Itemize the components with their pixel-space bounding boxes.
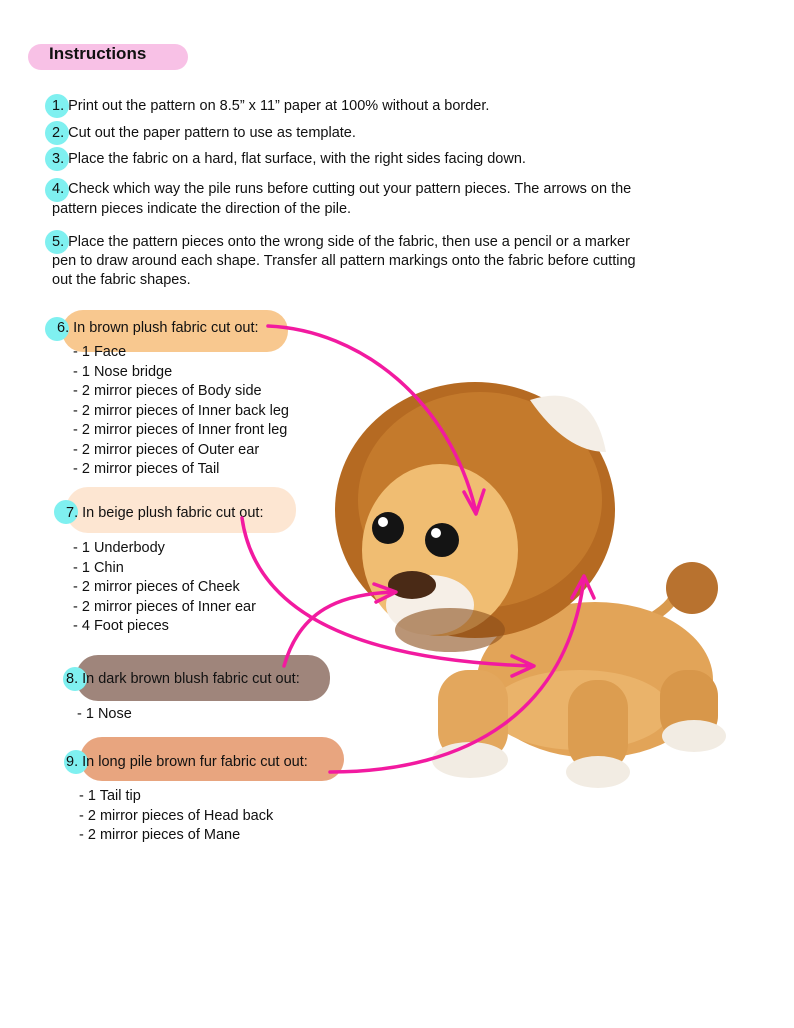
fabric-heading: In long pile brown fur fabric cut out: xyxy=(82,754,308,770)
step-4-text xyxy=(52,179,631,199)
fabric-6-heading xyxy=(57,318,259,338)
list-item: - 2 mirror pieces of Cheek xyxy=(73,579,240,595)
step-number: 4. xyxy=(52,181,65,197)
list-item: - 1 Chin xyxy=(73,559,124,576)
step-number: 7. xyxy=(66,505,79,521)
list-item: - 1 Nose bridge xyxy=(73,363,173,380)
list-item: - 2 mirror pieces of Tail xyxy=(73,461,220,477)
step-5-text xyxy=(52,232,630,252)
step-line: Cut out the paper pattern to use as template. xyxy=(68,125,356,141)
fabric-9-heading xyxy=(66,752,308,772)
list-item: - 2 mirror pieces of Outer ear xyxy=(73,441,260,458)
step-5-text-cont: pen to draw around each shape. Transfer all pattern markings onto the fabric before cutting xyxy=(52,253,636,269)
step-number: 5. xyxy=(52,234,65,250)
list-item: - 1 Nose xyxy=(77,706,132,722)
step-1-text xyxy=(52,96,489,116)
step-number: 1. xyxy=(52,98,65,114)
fabric-8-heading xyxy=(66,669,300,689)
lion-plush-image xyxy=(330,380,740,800)
fabric-9-list xyxy=(79,787,273,846)
list-item: - 2 mirror pieces of Body side xyxy=(73,383,262,399)
step-4-text-cont: pattern pieces indicate the direction of the pile. xyxy=(52,201,352,217)
step-number: 2. xyxy=(52,125,65,141)
fabric-heading: In beige plush fabric cut out: xyxy=(82,505,264,521)
list-item: - 2 mirror pieces of Mane xyxy=(79,827,241,843)
step-line: Place the pattern pieces onto the wrong side of the fabric, then use a pencil or a marker xyxy=(68,234,630,250)
step-line: Check which way the pile runs before cutting out your pattern pieces. The arrows on the xyxy=(68,181,632,197)
page-title: Instructions xyxy=(49,44,147,63)
fabric-7-list xyxy=(73,539,256,637)
list-item: - 2 mirror pieces of Inner ear xyxy=(73,598,256,615)
fabric-7-heading xyxy=(66,503,264,523)
list-item: - 1 Tail tip xyxy=(79,788,141,804)
step-line: Place the fabric on a hard, flat surface, with the right sides facing down. xyxy=(68,151,526,167)
list-item: - 4 Foot pieces xyxy=(73,618,169,634)
list-item: - 1 Face xyxy=(73,344,127,360)
step-number: 8. xyxy=(66,671,79,687)
list-item: - 2 mirror pieces of Inner back leg xyxy=(73,402,289,419)
step-5-text-cont: out the fabric shapes. xyxy=(52,272,191,288)
lion-nose xyxy=(388,571,436,599)
step-3-text xyxy=(52,149,526,169)
lion-eye xyxy=(425,523,459,557)
list-item: - 2 mirror pieces of Head back xyxy=(79,807,274,824)
fabric-heading: In dark brown blush fabric cut out: xyxy=(82,671,300,687)
step-number: 9. xyxy=(66,754,79,770)
step-2-text xyxy=(52,123,356,143)
fabric-heading: In brown plush fabric cut out: xyxy=(73,320,259,336)
list-item: - 1 Underbody xyxy=(73,540,165,556)
list-item: - 2 mirror pieces of Inner front leg xyxy=(73,422,288,438)
lion-tail-tip xyxy=(666,562,718,614)
step-number: 3. xyxy=(52,151,65,167)
step-number: 6. xyxy=(57,320,70,336)
fabric-6-list xyxy=(73,343,289,480)
fabric-8-list xyxy=(77,705,132,725)
lion-eye xyxy=(372,512,404,544)
step-line: Print out the pattern on 8.5” x 11” paper at 100% without a border. xyxy=(68,98,490,114)
